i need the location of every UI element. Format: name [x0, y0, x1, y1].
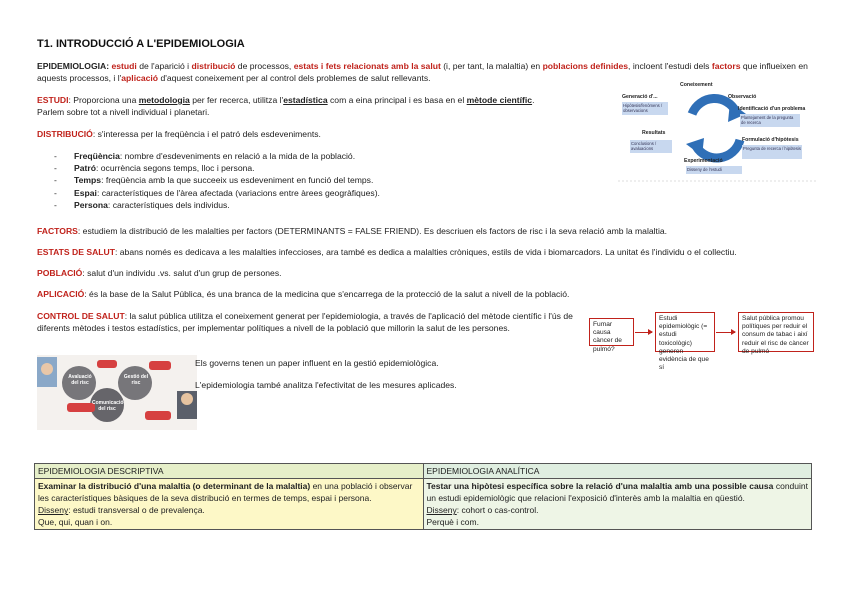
- poblacio-paragraph: [37, 267, 737, 279]
- list-item-text: : característiques dels individus.: [107, 199, 230, 210]
- risk-management-image: [37, 355, 197, 430]
- text-span: : la salut pública utilitza el coneixement generat per l'epidemiologia, a través de l'aplicació del mètode científic i l'ús de diferents mètodes i testos estadístics, per implementar polítiques a nivell de la població que millorin la salut de les persones.: [37, 311, 573, 334]
- flow-arrow-1: [635, 332, 652, 333]
- side-text-governs: Els governs tenen un paper influent en la gestió epidemiològica.: [195, 358, 439, 368]
- estudi-line2: Parlem sobre tot a nivell individual i planetari.: [37, 107, 210, 118]
- flow-box-question: Fumar causa càncer de pulmó?: [589, 318, 634, 346]
- text-span: , incloent l'estudi dels: [628, 61, 712, 71]
- cell-last-line: Perquè i com.: [426, 517, 479, 528]
- text-span: : salut d'un individu .vs. salut d'un grup de persones.: [82, 268, 282, 278]
- text-span: que influeixen en aquests processos, i l': [37, 61, 808, 84]
- flow-box-study: Estudi epidemiològic (= estudi toxicològic) generen evidència de que sí: [655, 312, 715, 352]
- list-item: [54, 150, 614, 162]
- text-span: de processos,: [235, 61, 294, 71]
- text-span: : és la base de la Salut Pública, és una branca de la medicina que s'encarrega de la protecció de la salut a nivell de la població.: [84, 289, 570, 299]
- text-span: per fer recerca, utilitza l': [189, 95, 284, 105]
- list-item-label: Persona: [74, 199, 108, 210]
- cell-text: conduint un estudi epidemiològic que relacioni l'exposició d'interès amb la malaltia en qüestió.: [426, 481, 808, 504]
- factors-term: FACTORS: [37, 226, 78, 236]
- text-span: com a eina principal i es basa en el: [327, 95, 467, 105]
- cycle-label-right-low: Formulació d'hipòtesis: [742, 137, 799, 143]
- cycle-box-right-mid: Plantejament de la pregunta de recerca: [740, 114, 800, 127]
- aplicacio-paragraph: [37, 288, 827, 300]
- list-item: [54, 199, 614, 211]
- estudi-term: ESTUDI: [37, 95, 69, 105]
- flow-box-policy: Salut pública promou polítiques per reduir el consum de tabac i així reduir el risc de càncer de pulmó: [738, 312, 814, 352]
- estudi-paragraph: [37, 94, 615, 118]
- cell-text: en una població i observar les característiques bàsiques de la seva distribució en termes de temps, espai i persona.: [38, 481, 413, 504]
- cell-last-line: Que, qui, quan i on.: [38, 517, 113, 528]
- list-item-text: : nombre d'esdeveniments en relació a la mida de la població.: [119, 151, 356, 161]
- keyword-factors: factors: [711, 61, 741, 71]
- cycle-box-bottom: Disseny de l'estudi: [686, 166, 742, 174]
- table-row: [35, 464, 812, 479]
- epidemiology-types-table: [34, 463, 812, 530]
- design-label: Disseny: [426, 505, 457, 516]
- cycle-box-left-mid: Conclusions / avaluacions: [630, 140, 672, 153]
- distribucio-paragraph: [37, 128, 607, 140]
- text-span: : s'interessa per la freqüència i el patró dels esdeveniments.: [92, 129, 321, 139]
- table-cell-analitica: [423, 479, 812, 530]
- flow-arrow-2: [716, 332, 735, 333]
- text-span: d'aquest coneixement per al control dels problemes de salut rellevants.: [158, 73, 431, 84]
- list-item-label: Freqüència: [74, 151, 120, 161]
- keyword-metode-cientific: mètode científic: [466, 95, 533, 105]
- distribucio-term: DISTRIBUCIÓ: [37, 129, 93, 139]
- list-item-text: : ocurrència segons temps, lloc i persona.: [95, 163, 255, 174]
- cell-bold-text: Examinar la distribució d'una malaltia (o determinant de la malaltia): [38, 481, 311, 492]
- list-item-label: Patró: [74, 163, 96, 174]
- aplicacio-term: APLICACIÓ: [37, 289, 85, 299]
- list-item: [54, 174, 614, 186]
- cycle-label-bottom: Experimentació: [684, 158, 723, 164]
- estats-paragraph: [37, 246, 837, 258]
- keyword-estudi: estudi: [111, 61, 137, 71]
- keyword-metodologia: metodologia: [138, 95, 190, 105]
- table-cell-descriptiva: [35, 479, 424, 530]
- table-header-descriptiva: EPIDEMIOLOGIA DESCRIPTIVA: [35, 464, 424, 479]
- side-text-efectivitat: L'epidemiologia també analitza l'efectivitat de les mesures aplicades.: [195, 380, 457, 390]
- design-text: : estudi transversal o de prevalença.: [68, 505, 205, 516]
- cycle-label-left-mid: Resultats: [642, 130, 666, 136]
- list-item-text: : freqüència amb la que succeeix us esdeveniment en funció del temps.: [101, 175, 374, 186]
- distribucio-list: [54, 150, 614, 211]
- keyword-poblacions: poblacions definides: [542, 61, 629, 71]
- text-span: (i, per tant, la malaltia) en: [440, 61, 543, 71]
- risk-label-comunicacio: Comunicació del risc: [92, 400, 124, 412]
- keyword-estats: estats i fets relacionats amb la salut: [293, 61, 441, 71]
- table-row: [35, 479, 812, 530]
- estats-term: ESTATS DE SALUT: [37, 247, 115, 257]
- text-span: : Proporciona una: [68, 95, 139, 105]
- factors-paragraph: [37, 225, 827, 237]
- cycle-label-left-top: Generació d'...: [622, 94, 658, 100]
- risk-label-avaluacio: Avaluació del risc: [68, 374, 92, 386]
- page-title: T1. INTRODUCCIÓ A L'EPIDEMIOLOGIA: [37, 38, 245, 50]
- keyword-estadistica: estadística: [283, 95, 328, 105]
- definition-paragraph: [37, 60, 815, 84]
- design-label: Disseny: [38, 505, 69, 516]
- text-span: : abans només es dedicava a les malalties infeccioses, ara també es dedica a malalties cròniques, estils de vida i biomarcadors. La unitat és l'individu o el collectiu.: [114, 247, 737, 257]
- list-item: [54, 162, 614, 174]
- list-item-label: Temps: [74, 175, 102, 186]
- cycle-box-right-low: Pregunta de recerca / hipòtesis: [742, 145, 802, 159]
- control-paragraph: [37, 310, 582, 334]
- list-item-text: : característiques de l'àrea afectada (variacions entre àrees geogràfiques).: [96, 187, 380, 198]
- definition-term: EPIDEMIOLOGIA:: [37, 61, 110, 71]
- cycle-label-right-mid: Identificació d'un problema: [738, 106, 806, 112]
- cycle-label-right-top: Observació: [728, 94, 757, 100]
- cycle-label-top: Coneixement: [680, 82, 713, 88]
- risk-diagram-graphic: [37, 355, 197, 430]
- table-header-analitica: EPIDEMIOLOGIA ANALÍTICA: [423, 464, 812, 479]
- keyword-aplicacio: aplicació: [121, 73, 159, 84]
- list-item-label: Espai: [74, 187, 97, 198]
- keyword-distribucio: distribució: [191, 61, 236, 71]
- scientific-method-diagram: [618, 82, 818, 184]
- cycle-box-left-top: Hipòtesis/fenòmens / observacions: [622, 102, 668, 115]
- risk-label-gestio: Gestió del risc: [123, 374, 149, 386]
- text-span: de l'aparició i: [136, 61, 192, 71]
- poblacio-term: POBLACIÓ: [37, 268, 83, 278]
- text-span: : estudiem la distribució de les malalties per factors (DETERMINANTS = FALSE FRIEND). Es descriuen els factors de risc i la seva relació amb la malaltia.: [77, 226, 668, 236]
- control-term: CONTROL DE SALUT: [37, 311, 125, 321]
- cell-bold-text: Testar una hipòtesi específica sobre la relació d'una malaltia amb una possible causa: [426, 481, 774, 492]
- text-span: .: [532, 95, 535, 105]
- design-text: : cohort o cas-control.: [456, 505, 539, 516]
- list-item: [54, 187, 614, 199]
